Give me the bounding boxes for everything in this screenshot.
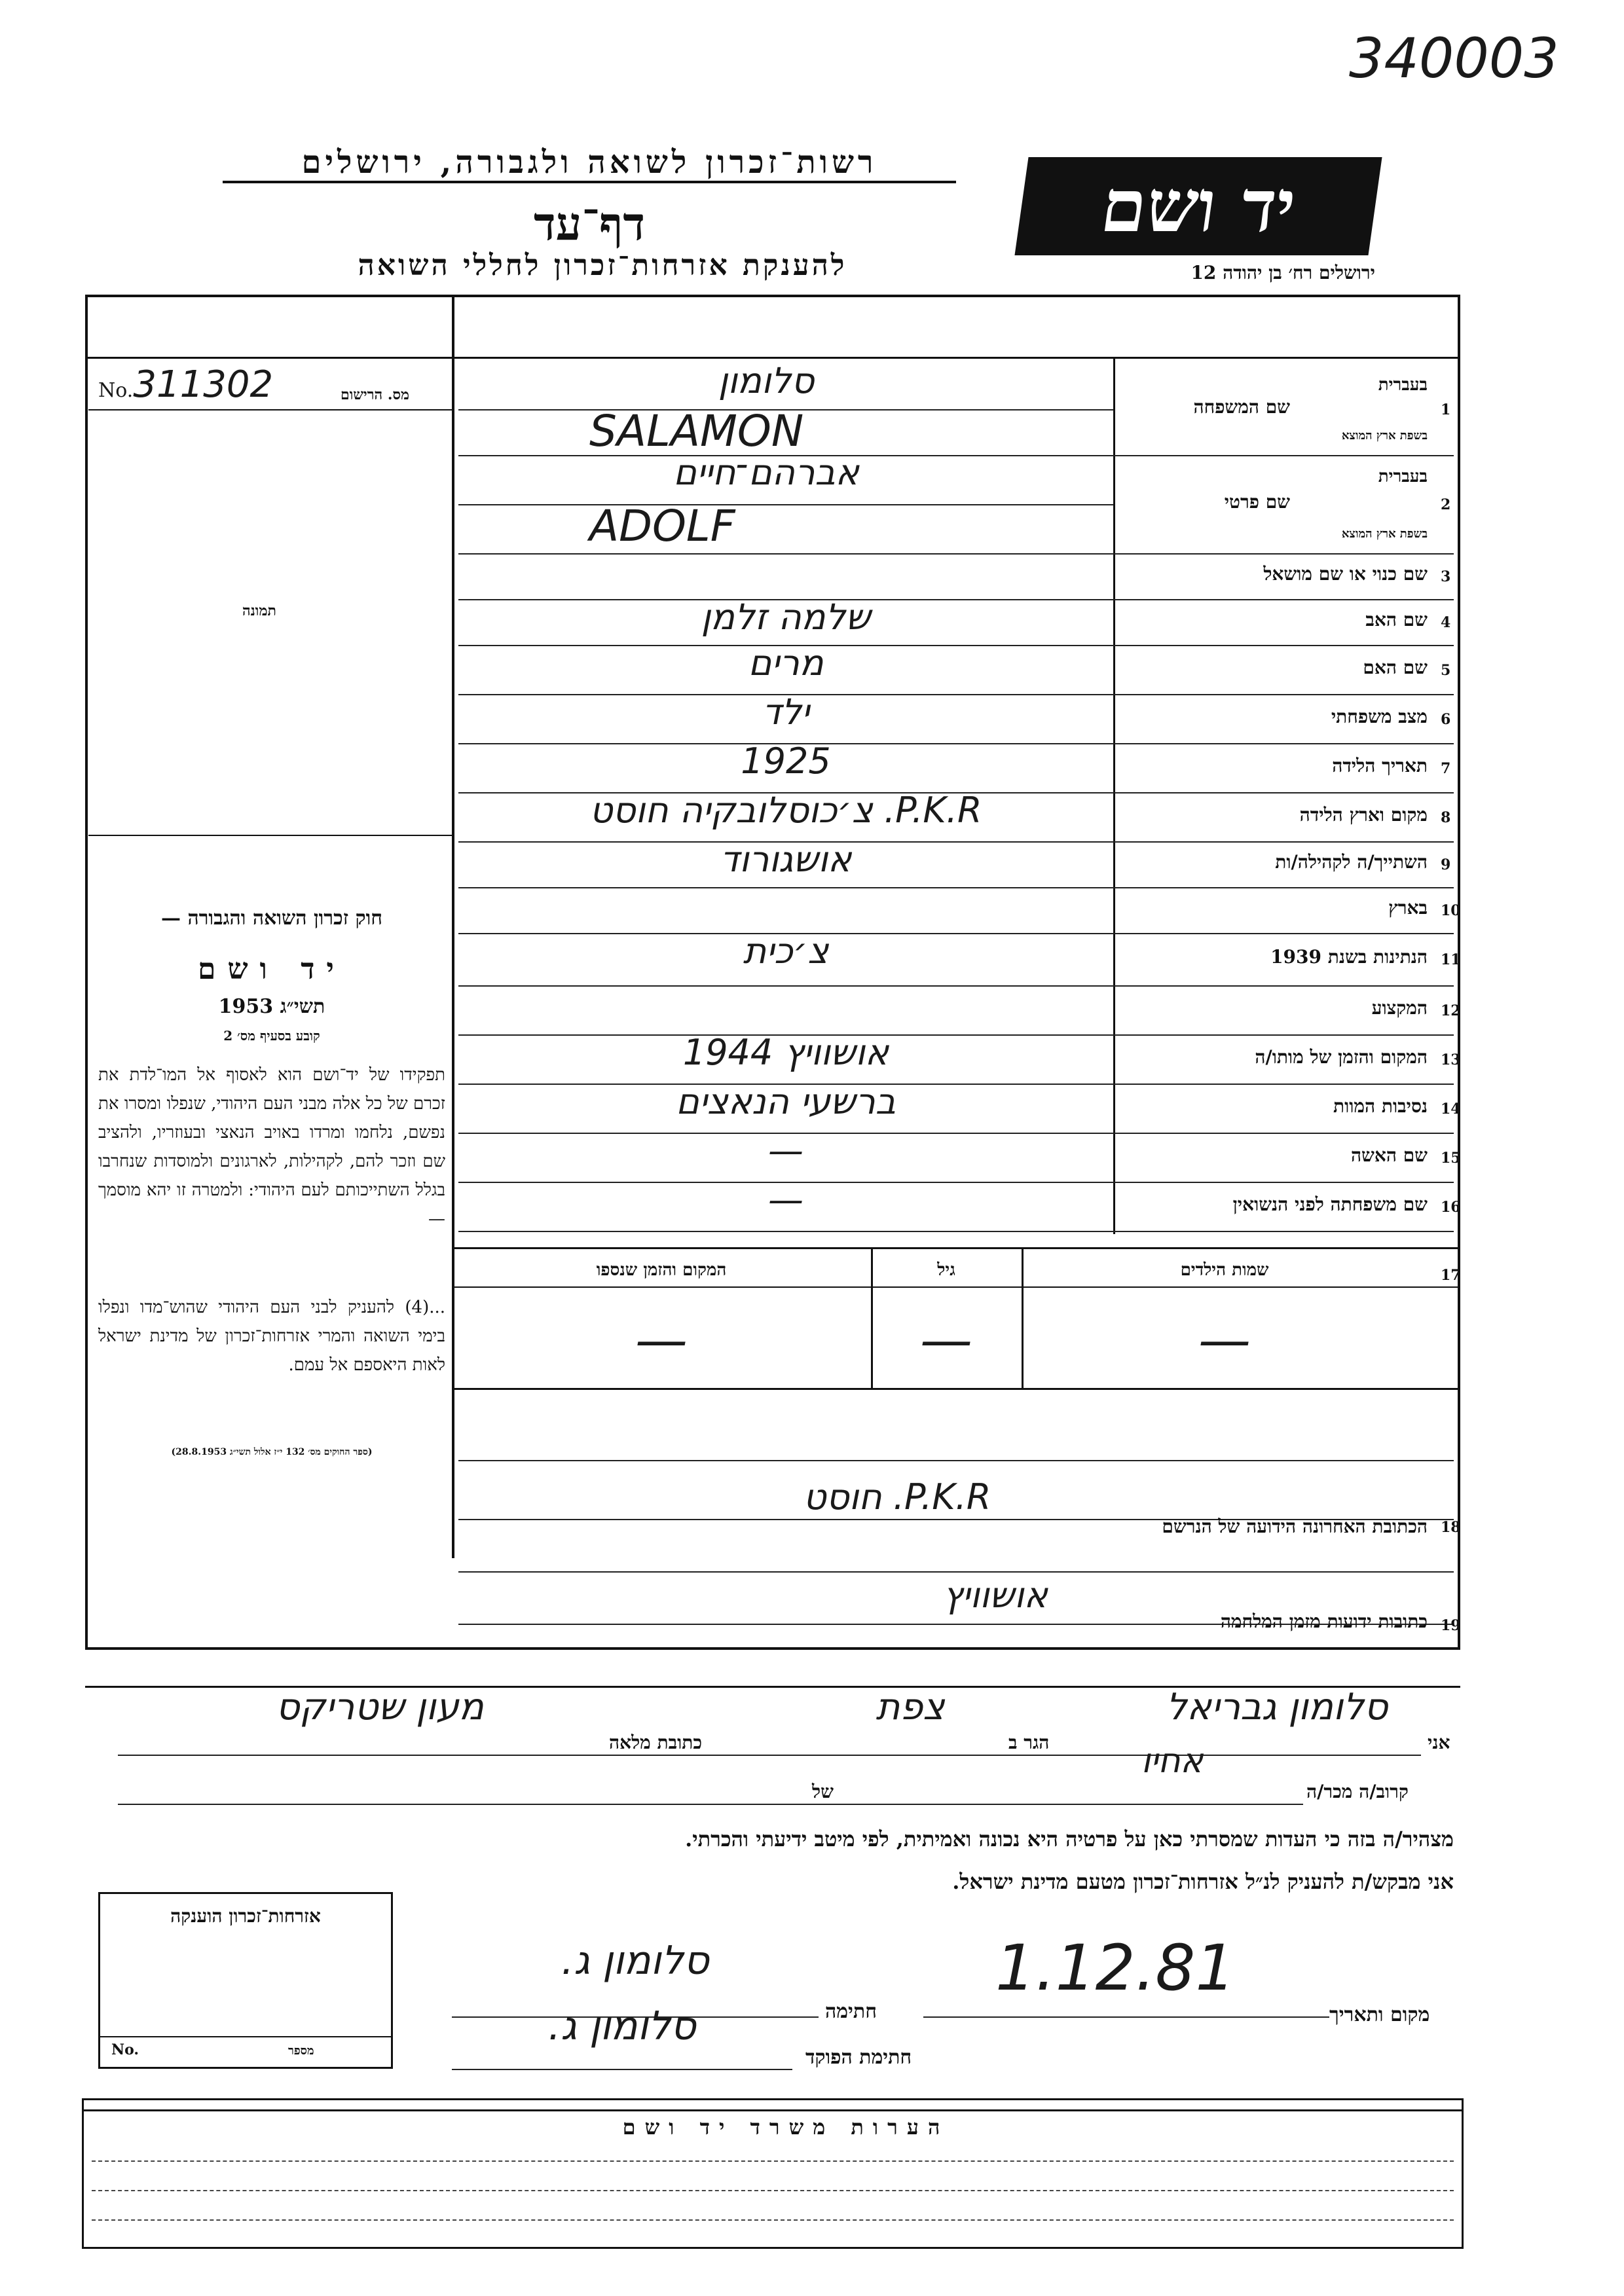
citizenship-no-label: No. (111, 2041, 139, 2058)
residence-value: צפת (876, 1686, 945, 1728)
field-12-label: המקצוע (1371, 997, 1428, 1019)
field-7-label: תאריך הלידה (1332, 755, 1428, 776)
field-18-label: הכתובת האחרונה הידועה של הנרשם (1162, 1516, 1428, 1537)
field-10-number: 10 (1441, 902, 1461, 919)
law-citation: (ספר החוקים מס׳ 132 י״ז אלול תשי״ג 28.8.1953) (171, 1447, 373, 1457)
field-2-number: 2 (1441, 496, 1451, 513)
law-name: יד ושם (198, 953, 346, 986)
officer-signature-value: סלומון ג. (548, 2003, 696, 2049)
photo-label: תמונה (242, 602, 276, 619)
decl-resides-label: הגר ב (1008, 1732, 1050, 1753)
law-hebrew-year: תשי״ג (280, 995, 325, 1018)
children-cell-names: — (1198, 1309, 1251, 1370)
field-1-value-hebrew: סלומון (718, 360, 815, 401)
field-11-value: צ׳כית (743, 930, 829, 972)
law-paragraph-1: תפקידו של יד־ושם הוא לאסוף אל המו־לדת את זכרם של כל אלה מבני העם היהודי, שנפלו ומסרו את נפשם, נלחמו ומרדו באויב הנאצי ובעוזריו, ולהציב שם וזכר להם, לקהילות, לארגונים ולמוסדות שנחרבו בגלל השתייכותם לעם היהודי: ולמטרה זו יהא מוסמך — (98, 1065, 445, 1229)
signature-label: חתימה (825, 2000, 877, 2023)
decl-address-label: כתובת מלאה (609, 1732, 703, 1753)
field-9-value: אושגורוד (720, 839, 852, 880)
form-title: דף־עד (533, 196, 645, 251)
field-2-sub-native: בשפת ארץ המוצא (1341, 527, 1428, 541)
signature-value: סלומון ג. (561, 1938, 709, 1984)
citizenship-box-title: אזרחות־זכרון הוענקה (170, 1905, 321, 1927)
field-4-number: 4 (1441, 614, 1451, 631)
field-19-value: אושוויץ (943, 1575, 1048, 1616)
field-1-sub-native: בשפת ארץ המוצא (1341, 429, 1428, 443)
field-18-number: 18 (1441, 1519, 1461, 1536)
law-paragraph-2: ...(4) להעניק לבני העם היהודי שהוש־מדו ונפלו בימי השואה והמרי אזרחות־זכרון של מדינת ישראל לאות היאספם אל עמם. (98, 1298, 445, 1375)
field-4-label: שם האב (1365, 609, 1428, 630)
field-3-label: שם כנוי או שם מושאל (1263, 563, 1428, 585)
relation-value: אחיו (1141, 1741, 1204, 1781)
field-10-label: בארץ (1388, 897, 1428, 919)
field-9-label: השתייך/ה לקהילה/ות (1275, 851, 1428, 873)
law-clause: קובע בסעיף מס׳ 2 (223, 1028, 320, 1044)
field-19-label: כתובות ידועות מזמן המלחמה (1220, 1611, 1428, 1632)
decl-request: אני מבקש/ת להעניק לנ״ל אזרחות־זכרון מטעם מדינת ישראל. (952, 1869, 1454, 1894)
logo-address: ירושלים רח׳ בן יהודה 12 (1190, 262, 1375, 283)
field-14-value: ברשעי הנאצים (676, 1081, 896, 1122)
field-1-label: שם המשפחה (1193, 396, 1290, 418)
field-2-label: שם פרטי (1224, 491, 1290, 513)
place-date-value: 1.12.81 (995, 1931, 1236, 2005)
field-2-value-hebrew: אברהם־חיים (673, 452, 859, 493)
field-7-number: 7 (1441, 760, 1451, 777)
field-8-number: 8 (1441, 809, 1451, 826)
children-header-names: שמות הילדים (1180, 1260, 1269, 1280)
decl-relation-label: קרוב/ה מכר/ה (1306, 1781, 1409, 1802)
registration-number: 311302 (133, 363, 274, 406)
field-16-number: 16 (1441, 1199, 1461, 1216)
children-cell-age: — (920, 1309, 972, 1370)
field-11-number: 11 (1441, 951, 1461, 968)
decl-of-label: של (812, 1781, 834, 1802)
field-1-sub-hebrew: בעברית (1378, 375, 1428, 395)
field-5-label: שם האם (1363, 657, 1428, 678)
form-subtitle: להענקת אזרחות־זכרון לחללי השואה (358, 249, 847, 282)
declarant-name: סלומון גבריאל (1166, 1686, 1388, 1728)
law-year: 1953 (218, 995, 274, 1018)
field-16-value: — (768, 1179, 803, 1220)
field-15-value: — (768, 1130, 803, 1171)
children-header-place: המקום והזמן שנספו (596, 1260, 727, 1280)
field-14-number: 14 (1441, 1101, 1461, 1118)
field-1-value-native: SALAMON (589, 406, 804, 456)
field-2-value-native: ADOLF (589, 501, 735, 551)
field-2-sub-hebrew: בעברית (1378, 467, 1428, 486)
field-9-number: 9 (1441, 856, 1451, 873)
yad-vashem-logo: יד ושם (1014, 157, 1382, 255)
field-15-number: 15 (1441, 1150, 1461, 1167)
field-18-value: P.K.R. חוסט (803, 1476, 991, 1518)
field-16-label: שם משפחתה לפני הנשואין (1232, 1194, 1428, 1215)
field-13-value: אושוויץ 1944 (682, 1032, 889, 1073)
field-15-label: שם האשה (1350, 1144, 1428, 1166)
authority-title: רשות־זכרון לשואה ולגבורה, ירושלים (223, 144, 956, 183)
archive-number: 340003 (1349, 26, 1559, 90)
field-4-value: שלמה זלמן (701, 596, 871, 638)
office-notes-title: הערות משרד יד ושם (622, 2115, 950, 2140)
children-header-age: גיל (937, 1260, 955, 1280)
registration-label: מס. הרישום (341, 386, 410, 403)
registration-no-label: No. (98, 379, 134, 402)
field-8-label: מקום וארץ הלידה (1299, 804, 1428, 826)
field-1-number: 1 (1441, 401, 1451, 418)
field-7-value: 1925 (741, 740, 831, 782)
field-14-label: נסיבות המוות (1333, 1095, 1428, 1117)
field-3-number: 3 (1441, 568, 1451, 585)
law-heading: חוק זכרון השואה והגבורה — (161, 907, 382, 930)
field-11-label: הנתינות בשנת 1939 (1270, 946, 1428, 968)
field-8-value: P.K.R. צ׳כוסלובקיה חוסט (589, 790, 982, 831)
field-17-number: 17 (1441, 1267, 1461, 1284)
field-13-label: המקום והזמן של מותו/ה (1255, 1046, 1428, 1068)
field-6-value: ילד (762, 691, 810, 733)
decl-statement: מצהיר/ה בזה כי העדות שמסרתי כאן על פרטיה היא נכונה ואמיתית, לפי מיטב ידיעתי והכרתי. (685, 1827, 1454, 1851)
officer-signature-label: חתימת הפוקד (805, 2046, 912, 2069)
field-12-number: 12 (1441, 1002, 1461, 1019)
decl-i-label: אני (1428, 1732, 1450, 1753)
field-5-value: מרים (748, 642, 824, 683)
field-5-number: 5 (1441, 662, 1451, 679)
citizenship-number-label: מספר (288, 2044, 314, 2058)
children-cell-place: — (635, 1309, 688, 1370)
place-date-label: מקום ותאריך (1329, 2003, 1430, 2026)
full-address-value: מעון שטריקס (276, 1686, 484, 1728)
field-19-number: 19 (1441, 1617, 1461, 1634)
field-13-number: 13 (1441, 1051, 1461, 1068)
field-6-number: 6 (1441, 711, 1451, 728)
field-6-label: מצב משפחתי (1331, 706, 1428, 727)
